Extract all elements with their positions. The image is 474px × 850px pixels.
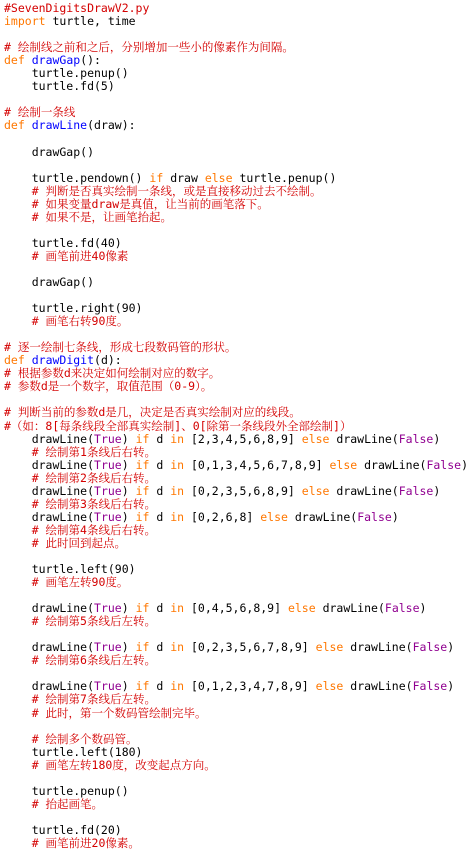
code-keyword: in [170, 484, 185, 498]
code-line [4, 328, 470, 341]
code-text: draw [163, 171, 205, 185]
code-text: d [149, 458, 171, 472]
code-builtin: True [94, 602, 122, 616]
code-line [4, 628, 470, 641]
code-line [4, 680, 470, 693]
code-builtin: False [384, 602, 420, 616]
code-text: [0,2,6,8] [184, 510, 261, 524]
code-keyword: def [4, 354, 25, 368]
code-builtin: False [398, 484, 434, 498]
code-comment: # 抬起画笔。 [4, 797, 104, 811]
code-comment: # 此时，第一个数码管绘制完毕。 [4, 706, 207, 720]
code-line [4, 250, 470, 263]
code-line [4, 315, 470, 328]
code-line [4, 159, 470, 172]
code-comment: # 如果不是，让画笔抬起。 [4, 210, 173, 224]
code-text: [0,4,5,6,8,9] [184, 602, 288, 616]
code-line [4, 106, 470, 119]
code-keyword: if [135, 510, 150, 524]
code-comment: # 画笔右转90度。 [4, 315, 129, 329]
code-text: turtle.left(180) [4, 745, 143, 759]
code-text: d [149, 641, 171, 655]
code-line [4, 380, 470, 393]
code-text: d [149, 484, 171, 498]
code-builtin: False [412, 641, 448, 655]
code-text: drawLine( [4, 680, 95, 694]
code-keyword: else [301, 432, 330, 446]
code-line [4, 746, 470, 759]
code-line [4, 146, 470, 159]
code-line [4, 615, 470, 628]
code-keyword: else [315, 680, 344, 694]
code-comment: # 判断当前的参数d是几，决定是否真实绘制对应的线段。 [4, 406, 301, 420]
code-keyword: else [260, 510, 288, 524]
code-keyword: in [170, 602, 185, 616]
code-text: turtle.penup() [4, 67, 129, 81]
code-line [4, 511, 470, 524]
code-text: [0,1,3,4,5,6,7,8,9] [184, 458, 330, 472]
code-text [25, 54, 32, 67]
code-comment: # 参数d是一个数字，取值范围（0-9）。 [4, 380, 213, 394]
code-text: ) [433, 484, 441, 498]
code-builtin: False [412, 680, 448, 694]
code-line [4, 289, 470, 302]
code-line [4, 54, 470, 67]
code-text: (d): [94, 354, 122, 368]
code-line [4, 576, 470, 589]
code-text: turtle.penup() [232, 171, 337, 185]
code-line [4, 119, 470, 132]
code-comment: # 画笔前进40像素 [4, 249, 129, 263]
code-text: ) [121, 458, 136, 472]
code-text: turtle.fd(40) [4, 236, 122, 250]
code-keyword: in [170, 432, 185, 446]
code-line [4, 185, 470, 198]
code-text: ) [121, 484, 136, 498]
code-text: drawLine( [4, 484, 95, 498]
code-line [4, 667, 470, 680]
function-name: drawLine [31, 119, 88, 133]
code-text: drawLine( [343, 680, 413, 694]
code-keyword: else [204, 171, 233, 185]
code-keyword: in [170, 641, 185, 655]
code-builtin: False [426, 458, 462, 472]
code-text: drawLine( [315, 602, 385, 616]
code-line [4, 15, 470, 28]
code-text: turtle.penup() [4, 784, 129, 798]
code-editor[interactable] [4, 2, 470, 850]
code-text: drawLine( [4, 458, 95, 472]
code-comment: # 逐一绘制七条线，形成七段数码管的形状。 [4, 341, 237, 355]
code-line [4, 550, 470, 563]
code-keyword: in [170, 680, 185, 694]
code-line [4, 537, 470, 550]
code-line [4, 733, 470, 746]
code-text: drawLine( [287, 510, 358, 524]
code-keyword: if [135, 680, 150, 694]
code-text: drawLine( [4, 641, 95, 655]
code-keyword: in [170, 458, 185, 472]
code-comment: # 如果变量draw是真值，让当前的画笔落下。 [4, 197, 269, 211]
code-comment: # 绘制多个数码管。 [4, 732, 138, 746]
code-builtin: True [94, 458, 122, 472]
code-text: ) [447, 680, 455, 694]
code-line [4, 224, 470, 237]
code-builtin: True [94, 432, 122, 446]
code-comment: # 绘制第7条线后左转。 [4, 693, 156, 707]
code-line [4, 785, 470, 798]
code-text: drawLine( [357, 458, 427, 472]
code-builtin: True [94, 641, 122, 655]
code-line [4, 772, 470, 785]
code-text: ) [419, 602, 427, 616]
code-keyword: else [315, 641, 344, 655]
code-text: drawLine( [4, 510, 95, 524]
code-comment: # 绘制第1条线后右转。 [4, 445, 156, 459]
code-text: ) [433, 432, 441, 446]
code-line [4, 589, 470, 602]
code-keyword: else [329, 458, 358, 472]
code-builtin: True [94, 510, 122, 524]
code-comment: # 绘制一条线 [4, 106, 76, 120]
code-text: d [149, 432, 171, 446]
code-line [4, 41, 470, 54]
code-text: ) [121, 680, 136, 694]
code-keyword: import [4, 15, 46, 29]
code-line [4, 28, 470, 41]
code-text: d [149, 510, 171, 524]
code-text: drawLine( [329, 432, 399, 446]
code-text: turtle.fd(5) [4, 80, 115, 94]
code-text: ) [121, 602, 136, 616]
code-line [4, 211, 470, 224]
code-text: turtle.pendown() [4, 171, 150, 185]
code-keyword: if [135, 641, 150, 655]
code-keyword: in [170, 510, 185, 524]
code-comment: # 判断是否真实绘制一条线，或是直接移动过去不绘制。 [4, 184, 322, 198]
code-comment: #SevenDigitsDrawV2.py [4, 2, 150, 15]
code-line [4, 693, 470, 706]
code-text: d [149, 602, 171, 616]
code-text [25, 119, 32, 132]
code-line [4, 811, 470, 824]
code-text: ) [447, 641, 455, 655]
code-text: drawGap() [4, 145, 95, 159]
code-line [4, 641, 470, 654]
code-line [4, 759, 470, 772]
code-text: drawLine( [4, 602, 95, 616]
code-line [4, 433, 470, 446]
code-comment: # 绘制第3条线后右转。 [4, 497, 156, 511]
code-keyword: if [135, 458, 150, 472]
code-line [4, 459, 470, 472]
code-line [4, 302, 470, 315]
code-line [4, 485, 470, 498]
code-line [4, 824, 470, 837]
code-line [4, 67, 470, 80]
code-text: turtle.fd(20) [4, 823, 122, 837]
code-keyword: if [135, 602, 150, 616]
code-text: [0,2,3,5,6,7,8,9] [184, 641, 316, 655]
code-line [4, 93, 470, 106]
code-keyword: def [4, 54, 25, 68]
code-text: turtle, time [45, 15, 136, 29]
code-line [4, 80, 470, 93]
code-line [4, 707, 470, 720]
code-keyword: def [4, 119, 25, 133]
code-text: [0,1,2,3,4,7,8,9] [184, 680, 316, 694]
code-keyword: if [149, 171, 164, 185]
code-keyword: else [287, 602, 316, 616]
code-line [4, 367, 470, 380]
code-builtin: False [357, 510, 392, 524]
code-text: drawLine( [329, 484, 399, 498]
function-name: drawDigit [31, 354, 95, 368]
code-comment: # 绘制第5条线后左转。 [4, 615, 156, 629]
code-keyword: if [135, 432, 150, 446]
code-builtin: False [398, 432, 434, 446]
code-text: [0,2,3,5,6,8,9] [184, 484, 302, 498]
code-comment: # 画笔左转180度，改变起点方向。 [4, 758, 216, 772]
code-line [4, 2, 470, 15]
code-line [4, 198, 470, 211]
code-text: (): [80, 54, 101, 68]
code-line [4, 654, 470, 667]
code-comment: # 绘制第4条线后右转。 [4, 523, 156, 537]
code-keyword: if [135, 484, 150, 498]
code-comment: # 画笔前进20像素。 [4, 837, 140, 850]
code-text: ) [121, 510, 136, 524]
code-text: drawLine( [4, 432, 95, 446]
code-comment: # 绘制第6条线后左转。 [4, 654, 156, 668]
code-line [4, 720, 470, 733]
code-line [4, 498, 470, 511]
code-text: (draw): [87, 119, 136, 133]
code-text: d [149, 680, 171, 694]
code-comment: # 绘制第2条线后右转。 [4, 471, 156, 485]
code-line [4, 263, 470, 276]
code-text: ) [121, 641, 136, 655]
code-line [4, 524, 470, 537]
code-comment: # 绘制线之前和之后，分别增加一些小的像素作为间隔。 [4, 41, 294, 55]
code-line [4, 406, 470, 419]
code-line [4, 798, 470, 811]
code-text: ) [391, 510, 399, 524]
code-comment: #（如：8[每条线段全部真实绘制]、0[除第一条线段外全部绘制]） [4, 419, 352, 433]
code-line [4, 563, 470, 576]
code-line [4, 132, 470, 145]
code-comment: # 此时回到起点。 [4, 536, 127, 550]
code-line [4, 393, 470, 406]
code-line [4, 420, 470, 433]
code-line [4, 446, 470, 459]
code-text: turtle.right(90) [4, 302, 143, 316]
code-text: drawLine( [343, 641, 413, 655]
code-text: ) [461, 458, 468, 472]
code-text: [2,3,4,5,6,8,9] [184, 432, 302, 446]
code-line [4, 237, 470, 250]
code-line [4, 837, 470, 850]
code-comment: # 画笔左转90度。 [4, 576, 129, 590]
code-text: drawGap() [4, 275, 95, 289]
code-keyword: else [301, 484, 330, 498]
code-builtin: True [94, 680, 122, 694]
code-comment: # 根据参数d来决定如何绘制对应的数字。 [4, 367, 221, 381]
code-text: ) [121, 432, 136, 446]
function-name: drawGap [31, 54, 81, 68]
code-text: turtle.left(90) [4, 563, 136, 577]
code-line [4, 276, 470, 289]
code-line [4, 472, 470, 485]
code-line [4, 354, 470, 367]
code-text [25, 354, 32, 367]
code-line [4, 172, 470, 185]
code-line [4, 602, 470, 615]
code-builtin: True [94, 484, 122, 498]
code-line [4, 341, 470, 354]
